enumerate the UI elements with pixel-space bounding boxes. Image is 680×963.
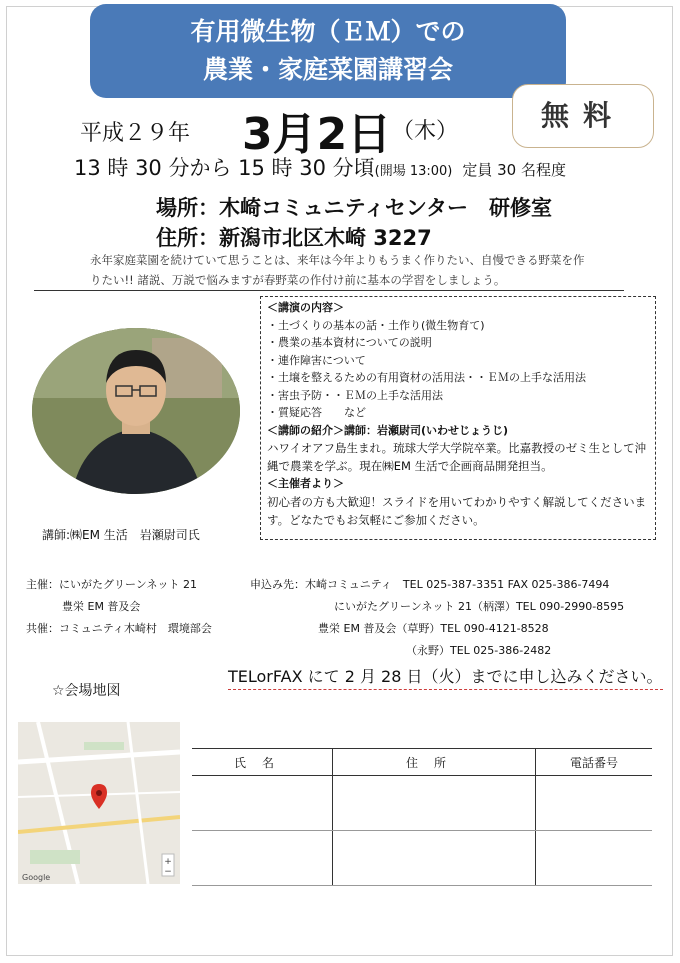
apply-line: 木崎コミュニティ TEL 025-387-3351 FAX 025-386-7494 xyxy=(305,578,610,591)
google-logo: Google xyxy=(22,873,51,882)
form-header-phone: 電話番号 xyxy=(536,749,653,776)
svg-text:−: − xyxy=(164,867,172,877)
content-item: ・農業の基本資材についての説明 xyxy=(267,336,432,349)
title-line1: 有用微生物（ＥＭ）での xyxy=(190,17,466,46)
event-date: 3月2日 xyxy=(242,109,392,160)
host-message: 初心者の方も大歓迎！スライドを用いてわかりやすく解説してくださいます。どなたでもお気軽にご参加ください。 xyxy=(267,494,647,527)
content-heading: ＜講演の内容＞ xyxy=(267,301,344,314)
content-item: ・連作障害について xyxy=(267,353,366,367)
intro-text: 永年家庭菜園を続けていて思うことは、来年は今年よりもうまく作りたい、自慢できる野菜を作りたい!! 諸説、万説で悩みますが春野菜の作付け前に基本の学習をしましょう。 xyxy=(90,253,585,287)
map-label: ☆会場地図 xyxy=(52,683,121,699)
sponsors xyxy=(26,574,212,640)
lecturer-bio: ハワイオアフ島生まれ。琉球大学大学院卒業。比嘉教授のゼミ生として沖縄で農業を学ぶ。現在㈱EM 生活で企画商品開発担当。 xyxy=(267,441,647,473)
organizer-label: 主催： xyxy=(26,578,59,591)
venue-map xyxy=(18,722,180,884)
form-cell[interactable] xyxy=(192,831,333,886)
form-cell[interactable] xyxy=(536,831,653,886)
address: 住所：新潟市北区木崎 3227 xyxy=(156,226,432,250)
photo-caption: 講師:㈱EM 生活 岩瀬尉司氏 xyxy=(42,528,200,542)
content-item: ・土壌を整えるための有用資材の活用法・・ＥＭの上手な活用法 xyxy=(267,371,586,384)
host-heading: ＜主催者より＞ xyxy=(267,477,344,490)
form-header-address: 住所 xyxy=(333,749,536,776)
title-line2: 農業・家庭菜園講習会 xyxy=(202,55,453,84)
svg-text:+: + xyxy=(164,857,172,867)
apply-contacts xyxy=(250,574,624,662)
event-weekday: （木） xyxy=(392,119,459,144)
form-row xyxy=(192,776,652,831)
registration-form xyxy=(192,748,652,886)
apply-line: （永野）TEL 025-386-2482 xyxy=(406,644,552,657)
organizer-2: 豊栄 EM 普及会 xyxy=(62,600,141,613)
divider xyxy=(34,290,624,291)
form-cell[interactable] xyxy=(333,776,536,831)
apply-label: 申込み先： xyxy=(250,578,305,591)
event-time xyxy=(74,152,566,182)
content-box xyxy=(260,296,656,540)
lecturer-heading: ＜講師の紹介＞講師：岩瀬尉司(いわせじょうじ) xyxy=(267,423,509,437)
content-item: ・害虫予防・・ＥＭの上手な活用法 xyxy=(267,388,443,402)
content-item: ・土づくりの基本の話・土作り(微生物育て) xyxy=(267,318,485,332)
content-item: ・質疑応答 など xyxy=(267,406,366,419)
event-year: 平成２９年 xyxy=(80,121,191,146)
form-cell[interactable] xyxy=(192,776,333,831)
apply-line: 豊栄 EM 普及会（草野）TEL 090-4121-8528 xyxy=(318,622,549,635)
form-cell[interactable] xyxy=(536,776,653,831)
venue: 場所：木崎コミュニティセンター 研修室 xyxy=(156,196,553,220)
form-cell[interactable] xyxy=(333,831,536,886)
title-banner xyxy=(90,4,566,98)
form-header-name: 氏名 xyxy=(192,749,333,776)
organizer-1: にいがたグリーンネット 21 xyxy=(59,578,197,591)
free-badge: 無料 xyxy=(512,84,654,148)
deadline-note: TELorFAX にて 2 月 28 日（火）までに申し込みください。 xyxy=(228,664,663,690)
doors-open: (開場 13:00) xyxy=(374,164,453,179)
lecturer-photo xyxy=(32,328,240,494)
form-row xyxy=(192,831,652,886)
capacity: 定員 30 名程度 xyxy=(462,161,566,179)
time-range: 13 時 30 分から 15 時 30 分頃 xyxy=(74,156,375,180)
cosponsor: 共催：コミュニティ木崎村 環境部会 xyxy=(26,622,212,635)
apply-line: にいがたグリーンネット 21（柄澤）TEL 090-2990-8595 xyxy=(334,600,625,613)
